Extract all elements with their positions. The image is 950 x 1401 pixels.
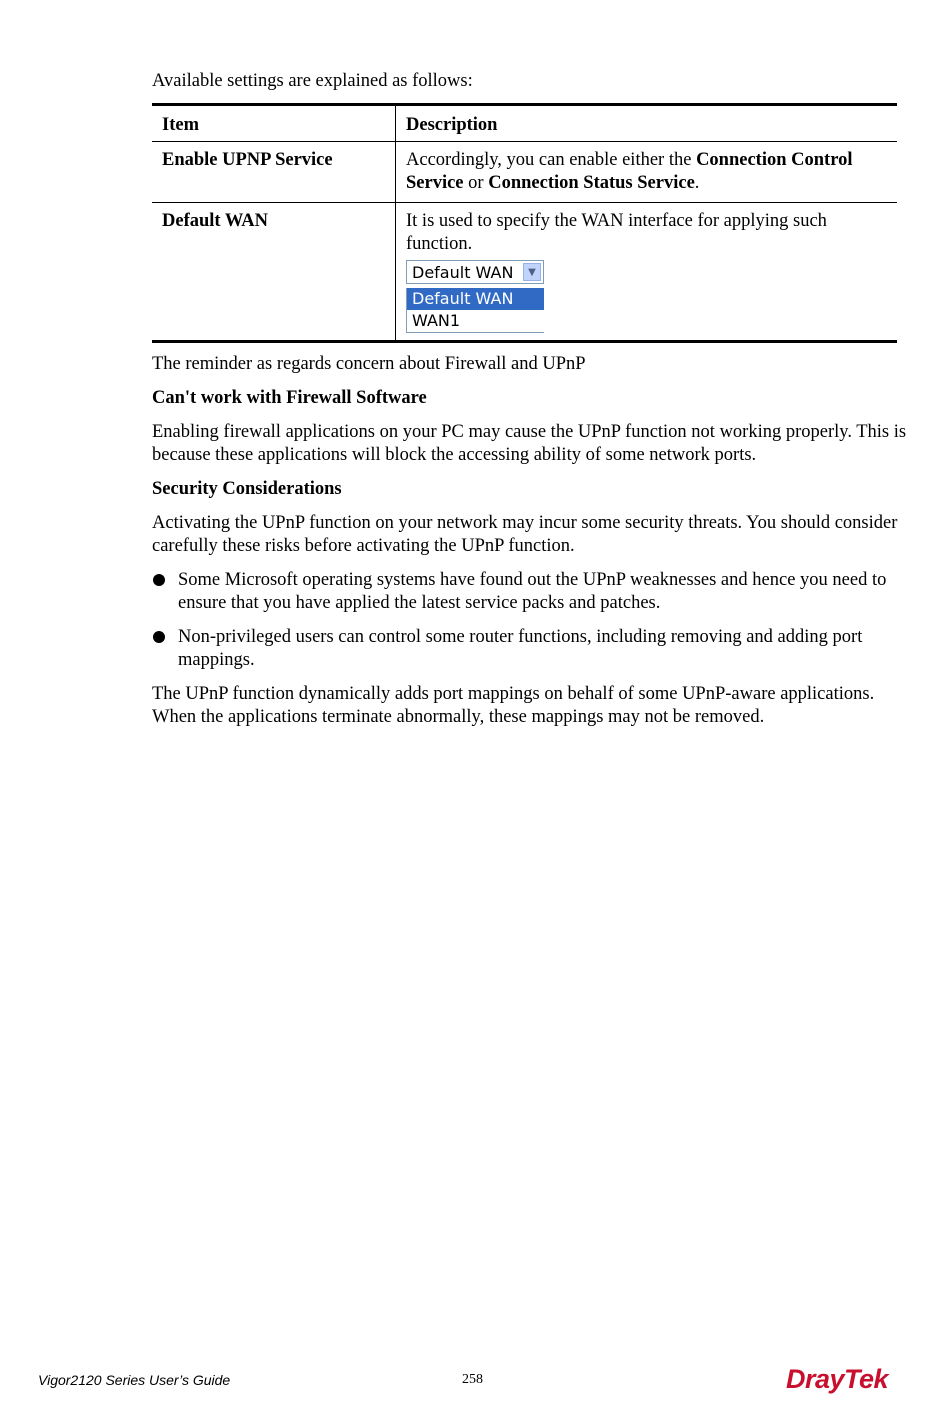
settings-table [152,103,897,343]
page-content [152,70,912,729]
header-item: Item [152,105,396,142]
bullet-text: Non-privileged users can control some router functions, including removing and adding port mappings. [178,627,863,670]
closing-text: The UPnP function dynamically adds port mappings on behalf of some UPnP-aware applications. When the applications terminate abnormally, these mappings may not be removed. [152,684,875,727]
intro-text: Available settings are explained as follows: [152,71,473,91]
desc-text: Accordingly, you can enable either the [406,150,697,170]
list-item [152,569,912,615]
table-row [152,142,897,203]
section-text-security: Activating the UPnP function on your network may incur some security threats. You should consider carefully these risks before activating the UPnP function. [152,513,898,556]
wan-select[interactable] [406,260,544,284]
row-item-default-wan: Default WAN [152,203,396,342]
page-number: 258 [462,1372,483,1387]
security-bullet-list [152,569,912,672]
table-row [152,203,897,342]
footer-guide-title: Vigor2120 Series User’s Guide [38,1372,231,1388]
section-heading-firewall: Can't work with Firewall Software [152,388,427,408]
row-desc-enable-upnp [396,142,898,203]
bullet-text: Some Microsoft operating systems have found out the UPnP weaknesses and hence you need to ensure that you have applied the latest service packs and patches. [178,570,887,613]
list-item [152,626,912,672]
bullet-icon [153,631,165,643]
header-description: Description [406,115,498,135]
desc-text: It is used to specify the WAN interface for applying such function. [406,211,827,254]
desc-bold: Connection Status Service [488,173,695,193]
wan-options-list [406,288,544,333]
table-header-row [152,105,897,142]
desc-bold: Connection Control Service [406,150,853,193]
row-desc-default-wan [396,203,898,342]
section-heading-security: Security Considerations [152,479,342,499]
draytek-logo: DrayTek [786,1364,889,1394]
desc-text: . [694,173,700,193]
reminder-text: The reminder as regards concern about Firewall and UPnP [152,354,586,374]
chevron-down-icon[interactable]: ▼ [523,263,541,281]
wan-select-value: Default WAN [412,262,514,282]
row-item-enable-upnp: Enable UPNP Service [152,142,396,203]
section-text-firewall: Enabling firewall applications on your PC may cause the UPnP function not working properly. This is because these applications will block the accessing ability of some network ports. [152,422,907,465]
wan-dropdown-screenshot [406,260,546,333]
bullet-icon [153,574,165,586]
desc-text: or [463,173,489,193]
wan-option-default[interactable]: Default WAN [407,288,544,310]
wan-option-wan1[interactable]: WAN1 [412,311,461,330]
